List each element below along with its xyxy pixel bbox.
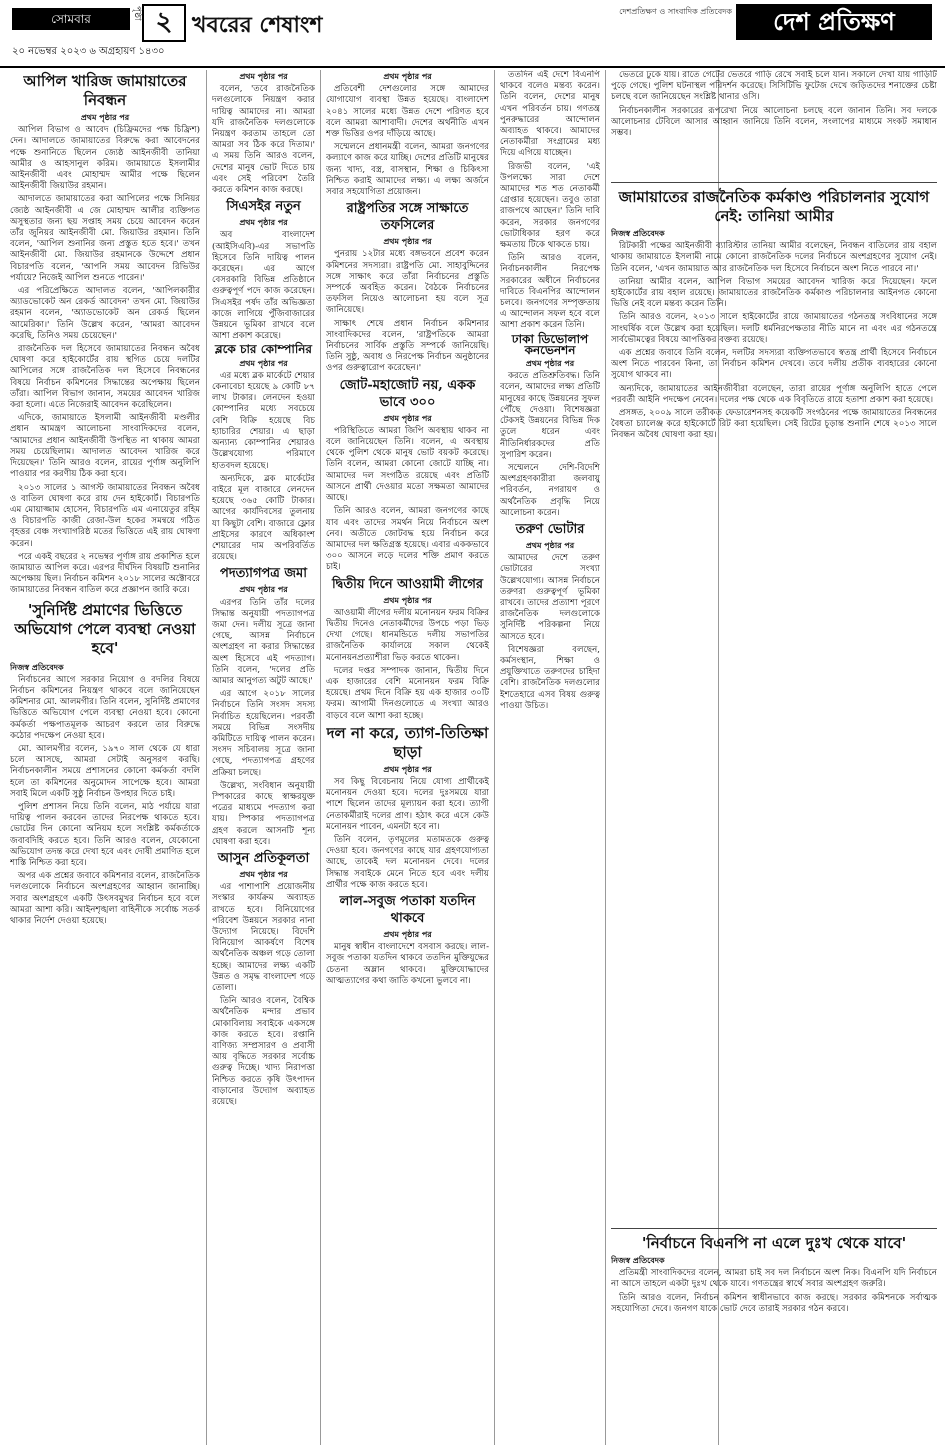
divider [611,182,937,183]
paragraph: এর পরিপ্রেক্ষিতে আদালত বলেন, 'আপিলকারীর অ্যাডভোকেট অন রেকর্ড আবেদন' তখন মো. জিয়াউর রহমান বলেন, 'অ্যাডভোকেট অন রেকর্ড ছিলেন আমেরিকা।' তিনি উল্লেখ করেন, 'আমরা আবেদন করেছি, তিনিও সময় চেয়েছেন।' [10,286,200,341]
page-label: পৃষ্ঠা [132,6,142,21]
paragraph: এর আগে ২০১৮ সালের নির্বাচনে তিনি সংসদ সদস্য নির্বাচিত হয়েছিলেন। পরবর্তী সময়ে বিভিন্ন সংসদীয় কমিটিতে দায়িত্ব পালন করেন। সংসদ সচিবালয় সূত্রে জানা গেছে, পদত্যাগপত্র গ্রহণের প্রক্রিয়া চলছে। [212,689,315,778]
paragraph: নির্বাচনকালীন সরকারের রূপরেখা নিয়ে আলোচনা চলছে বলে জানান তিনি। সব দলকে আলোচনার টেবিলে আসার আহ্বান জানিয়ে তিনি বলেন, সংলাপের মাধ্যমে সংকট সমাধান সম্ভব। [611,105,937,139]
headline: 'নির্বাচনে বিএনপি না এলে দুঃখ থেকে যাবে' [641,1234,907,1252]
column-two [212,70,315,1445]
byline: প্রথম পৃষ্ঠার পর [525,358,575,369]
paragraph: নির্বাচনের আগে সরকার নিয়োগ ও বদলির বিষয়ে নির্বাচন কমিশনের নিয়ন্ত্রণ থাকবে বলে জানিয়েছেন কমিশনার মো. আলমগীর। তিনি বলেন, সুনির্দিষ্ট প্রমাণের ভিত্তিতে অভিযোগ পেলে ব্যবস্থা নেওয়া হবে। কোনো কর্মকর্তা পক্ষপাতমূলক আচরণ করলে তার বিরুদ্ধে কঠোর পদক্ষেপ নেওয়া হবে। [10,674,200,741]
paragraph: মো. আলমগীর বলেন, ১৯৭০ সাল থেকে যে ধারা চলে আসছে, আমরা সেটাই অনুসরণ করছি। নির্বাচনকালীন সময়ে প্রশাসনের কোনো কর্মকর্তা বদলি হলে তা কমিশনের অনুমোদন সাপেক্ষে হবে। আমরা সবাই মিলে একটি সুষ্ঠু নির্বাচন উপহার দিতে চাই। [10,743,200,799]
paragraph: প্রতিমন্ত্রী সাংবাদিকদের বলেন, আমরা চাই সব দল নির্বাচনে অংশ নিক। বিএনপি যদি নির্বাচনে না আসে তাহলে একটা দুঃখ থেকে যাবে। গণতন্ত্রের স্বার্থে সবার অংশগ্রহণ জরুরি। [611,1268,937,1290]
paragraph: আওয়ামী লীগের দলীয় মনোনয়ন ফরম বিক্রির দ্বিতীয় দিনেও নেতাকর্মীদের উপচে পড়া ভিড় দেখা গেছে। ধানমন্ডিতে দলীয় সভাপতির রাজনৈতিক কার্যালয়ে সকাল থেকেই মনোনয়নপ্রত্যাশীরা ভিড় করতে থাকেন। [326,607,489,663]
paragraph: তিনি বলেন, তৃণমূলের মতামতকে গুরুত্ব দেওয়া হবে। জনগণের কাছে যার গ্রহণযোগ্যতা আছে, তাকেই দল মনোনয়ন দেবে। দলের সিদ্ধান্ত সবাইকে মেনে নিতে হবে এবং দলীয় প্রার্থীর পক্ষে কাজ করতে হবে। [326,834,489,890]
paragraph: আমাদের দেশে তরুণ ভোটারের সংখ্যা উল্লেখযোগ্য। আসন্ন নির্বাচনে তরুণরা গুরুত্বপূর্ণ ভূমিকা রাখবে। তাদের প্রত্যাশা পূরণে রাজনৈতিক দলগুলোকে সুনির্দিষ্ট পরিকল্পনা নিয়ে আসতে হবে। [500,553,600,642]
paragraph: এদিকে, জামায়াতে ইসলামী আইনজীবী মণ্ডলীর প্রধান আমন্ত্রণ আলোচনা সাংবাদিকদের বলেন, 'আমাদের প্রধান আইনজীবী উপস্থিত না থাকায় আমরা সময় চেয়েছিলাম। আদালত আবেদন খারিজ করে দিয়েছেন।' তিনি আরও বলেন, রায়ের পূর্ণাঙ্গ অনুলিপি পাওয়ার পর করণীয় ঠিক করা হবে। [10,413,200,480]
page-number: ২ [142,4,186,42]
byline: নিজস্ব প্রতিবেদক [611,228,665,238]
paragraph: তিনি আরও বলেন, আমরা জনগণের কাছে যাব এবং তাদের সমর্থন নিয়ে নির্বাচনে অংশ নেব। অতীতে জোটবদ্ধ হয়ে নির্বাচন করে আমাদের দল ক্ষতিগ্রস্ত হয়েছে। এবার এককভাবে ৩০০ আসনে লড়ে দলের শক্তি প্রমাণ করতে চাই। [326,506,489,573]
headline: আসুন প্রতিকূলতা [217,851,310,866]
paragraph: দলের দপ্তর সম্পাদক জানান, দ্বিতীয় দিনে এক হাজারের বেশি মনোনয়ন ফরম বিক্রি হয়েছে। প্রথম দিনে বিক্রি হয় এক হাজার ৩০টি ফরম। আগামী দিনগুলোতে এ সংখ্যা আরও বাড়বে বলে আশা করা হচ্ছে। [326,665,489,721]
paragraph: অপর এক প্রশ্নের জবাবে কমিশনার বলেন, রাজনৈতিক দলগুলোকে নির্বাচনে অংশগ্রহণের আহ্বান জানাচ্ছি। সবার অংশগ্রহণে একটি উৎসবমুখর নির্বাচন হবে বলে আমরা আশা করি। আইনশৃঙ্খলা বাহিনীকে সর্বোচ্চ সতর্ক থাকার নির্দেশ দেওয়া হয়েছে। [10,871,200,926]
byline: প্রথম পৃষ্ঠার পর [239,357,288,368]
byline: প্রথম পৃষ্ঠার পর [383,71,432,81]
paragraph: আপিল বিভাগ ও আবেদ (চিফ্রিমদের পক্ষ চিফ্রিশ) দেন। আদালতে জামায়াতের বিরুদ্ধে করা আবেদনের পক্ষে শুনানিতে ছিলেন জ্যেষ্ঠ আইনজীবী তানিয়া আমীর ও আহসানুল করিম। জামায়াতে ইসলামীর আইনজীবী এবং মোহাম্মদ আমীর পক্ষে ছিলেন আইনজীবী জিয়াউর রহমান। [10,125,200,192]
byline: প্রথম পৃষ্ঠার পর [383,236,432,247]
paragraph: তানিয়া আমীর বলেন, আপিল বিভাগ সময়ের আবেদন খারিজ করে দিয়েছেন। ফলে হাইকোর্টের রায় বহাল রয়েছে। জামায়াতের রাজনৈতিক কর্মকাণ্ড পরিচালনার আইনগত কোনো ভিত্তি নেই বলে মন্তব্য করেন তিনি। [611,276,937,310]
byline: প্রথম পৃষ্ঠার পর [239,869,288,879]
paragraph: ততদিন এই দেশে বিএনপি থাকবে বলেও মন্তব্য করেন। তিনি বলেন, দেশের মানুষ এখন পরিবর্তন চায়। গণতন্ত্র পুনরুদ্ধারের আন্দোলন অব্যাহত থাকবে। আমাদের নেতাকর্মীরা সংগ্রামের মধ্য দিয়ে এগিয়ে যাচ্ছেন। [500,70,600,159]
headline: দ্বিতীয় দিনে আওয়ামী লীগের [331,576,484,592]
headline: রাষ্ট্রপতির সঙ্গে সাক্ষাতে তফসিলের [346,201,469,234]
paragraph: তিনি আরও বলেন, নির্বাচনকালীন নিরপেক্ষ সরকারের অধীনে নির্বাচনের দাবিতে বিএনপির আন্দোলন চলবে। জনগণের সম্পৃক্ততায় এ আন্দোলন সফল হবে বলে আশা প্রকাশ করেন তিনি। [500,253,600,331]
article-tania-amir [611,186,937,1226]
headline: দল না করে, ত্যাগ-তিতিক্ষা ছাড়া [326,723,489,761]
headline: লাল-সবুজ পতাকা যতদিন থাকবে [339,893,476,926]
byline: প্রথম পৃষ্ঠার পর [525,539,575,550]
headline: জামায়াতের রাজনৈতিক কর্মকাণ্ড পরিচালনার সুযোগ নেই: তানিয়া আমীর [618,188,930,225]
paragraph: সব কিছু বিবেচনায় নিয়ে যোগ্য প্রার্থীকেই মনোনয়ন দেওয়া হবে। দলের দুঃসময়ে যারা পাশে ছিলেন তাদের মূল্যায়ন করা হবে। ত্যাগী নেতাকর্মীরাই দলের প্রাণ। হঠাৎ করে এসে কেউ মনোনয়ন পাবেন, এমনটা হবে না। [326,776,489,832]
paragraph: সম্মেলনে দেশি-বিদেশি অংশগ্রহণকারীরা জলবায়ু পরিবর্তন, নগরায়ণ ও অর্থনৈতিক প্রবৃদ্ধি নিয়ে আলোচনা করেন। [500,462,600,518]
paragraph: সাক্ষাৎ শেষে প্রধান নির্বাচন কমিশনার সাংবাদিকদের বলেন, 'রাষ্ট্রপতিকে আমরা নির্বাচনের সার্বিক প্রস্তুতি সম্পর্কে জানিয়েছি। তিনি সুষ্ঠু, অবাধ ও নিরপেক্ষ নির্বাচন অনুষ্ঠানের ওপর গুরুত্বারোপ করেছেন।' [326,318,489,374]
column-four [500,70,600,1445]
headline: ঢাকা ডিভোলাপ কনভেনশন [511,331,589,357]
paragraph: করতে প্রতিশ্রুতিবদ্ধ। তিনি বলেন, আমাদের লক্ষ্য প্রতিটি মানুষের কাছে উন্নয়নের সুফল পৌঁছে দেওয়া। বিশেষজ্ঞরা টেকসই উন্নয়নের বিভিন্ন দিক তুলে ধরেন এবং নীতিনির্ধারকদের প্রতি সুপারিশ করেন। [500,371,600,460]
paragraph: তিনি আরও বলেন, ২০১৩ সালে হাইকোর্টের রায়ে জামায়াতের গঠনতন্ত্র সংবিধানের সঙ্গে সাংঘর্ষিক বলে উল্লেখ করা হয়েছিল। দলটি ধর্মনিরপেক্ষতার নীতি মানে না এবং এর গঠনতন্ত্রে সার্বভৌমত্বের বিষয়ে আপত্তিকর বক্তব্য রয়েছে। [611,312,937,345]
byline: প্রথম পৃষ্ঠার পর [239,217,288,228]
column-three [326,70,489,1445]
brand-subtitle: দেশপ্রতিক্ষণ ও সাংবাদিক প্রতিবেদক [619,7,732,16]
headline: ব্লকে চার কোম্পানির [214,342,313,357]
dateline: ২০ নভেম্বর ২০২৩ ৬ অগ্রহায়ণ ১৪৩০ [12,46,165,57]
headline: তরুণ ভোটার [515,521,585,537]
paragraph: অন্যদিকে, জামায়াতের আইনজীবীরা বলেছেন, তারা রায়ের পূর্ণাঙ্গ অনুলিপি হাতে পেলে পরবর্তী আইনি পদক্ষেপ নেবেন। দলের পক্ষ থেকে এক বিবৃতিতে রায়ে হতাশা প্রকাশ করা হয়েছে। [611,383,937,405]
paragraph: মানুষ স্বাধীন বাংলাদেশে বসবাস করছে। লাল-সবুজ পতাকা যতদিন থাকবে ততদিন মুক্তিযুদ্ধের চেতনা অম্লান থাকবে। মুক্তিযোদ্ধাদের আত্মত্যাগের কথা জাতি কখনো ভুলবে না। [326,942,489,986]
masthead [0,0,945,68]
weekday-label: সোমবার [12,8,130,30]
pull-quote-headline: 'সুনির্দিষ্ট প্রমাণের ভিত্তিতে অভিযোগ পেলে ব্যবস্থা নেওয়া হবে' [14,600,196,657]
paragraph: অব বাংলাদেশ (আইসিএবি)-এর সভাপতি হিসেবে তিনি দায়িত্ব পালন করেছেন। এর আগে বেসরকারি বিভিন্ন প্রতিষ্ঠানে গুরুত্বপূর্ণ পদে কাজ করেছেন। সিএসইর পর্ষদ তাঁর অভিজ্ঞতা কাজে লাগিয়ে পুঁজিবাজারের উন্নয়নে ভূমিকা রাখবে বলে আশা প্রকাশ করেছে। [212,230,315,342]
headline: আপিল খারিজ জামায়াতের নিবন্ধন [23,72,187,109]
byline: প্রথম পৃষ্ঠার পর [239,71,288,81]
paragraph: পরে একই বছরের ২ নভেম্বর পূর্ণাঙ্গ রায় প্রকাশিত হলে জামায়াত আপিল করে। এরপর দীর্ঘদিন বিষয়টি শুনানির অপেক্ষায় ছিল। নির্বাচন কমিশন ২০১৮ সালের অক্টোবরে জামায়াতের নিবন্ধন বাতিল করে প্রজ্ঞাপন জারি করে। [10,551,200,596]
section-title: খবরের শেষাংশ [192,12,323,38]
byline: প্রথম পৃষ্ঠার পর [383,412,432,423]
paragraph: উল্লেখ্য, সংবিধান অনুযায়ী স্পিকারের কাছে স্বাক্ষরযুক্ত পত্রের মাধ্যমে পদত্যাগ করা যায়। স্পিকার পদত্যাগপত্র গ্রহণ করলে আসনটি শূন্য ঘোষণা করা হবে। [212,780,315,847]
paragraph: রিটকারী পক্ষের আইনজীবী ব্যারিস্টার তানিয়া আমীর বলেছেন, নিবন্ধন বাতিলের রায় বহাল থাকায় জামায়াতে ইসলামী নামে কোনো রাজনৈতিক দলের নির্বাচনে অংশগ্রহণের সুযোগ নেই। তিনি বলেন, 'এখন জামায়াত আর রাজনৈতিক দল হিসেবে নির্বাচনে অংশ নিতে পারবে না।' [611,241,937,274]
paragraph: ২০১৩ সালের ১ আগস্ট জামায়াতের নিবন্ধন অবৈধ ও বাতিল ঘোষণা করে রায় দেন হাইকোর্ট। বিচারপতি এম মোয়াজ্জাম হোসেন, বিচারপতি এম এনায়েতুর রহিম ও বিচারপতি কাজী রেজা-উল হকের সমন্বয়ে গঠিত বৃহত্তর বেঞ্চ সংখ্যাগরিষ্ঠ মতের ভিত্তিতে এই রায় ঘোষণা করেন। [10,482,200,549]
paragraph: এর মধ্যে ব্লক মার্কেটে শেয়ার কেনাবেচা হয়েছে ৯ কোটি ৮৭ লাখ টাকার। লেনদেন হওয়া কোম্পানির মধ্যে সবচেয়ে বেশি বিক্রি হয়েছে বিচ হ্যাচারির শেয়ার। এ ছাড়া অন্যান্য কোম্পানির শেয়ারও উল্লেখযোগ্য পরিমাণে হাতবদল হয়েছে। [212,370,315,471]
paragraph: এরপর তিনি তাঁর দলের সিদ্ধান্ত অনুযায়ী পদত্যাগপত্র জমা দেন। দলীয় সূত্রে জানা গেছে, আসন্ন নির্বাচনে অংশগ্রহণ না করার সিদ্ধান্তের অংশ হিসেবে এই পদত্যাগ। তিনি বলেন, 'দলের প্রতি আমার আনুগত্য অটুট আছে।' [212,597,315,686]
headline: সিএসইর নতুন [226,199,301,215]
headline: জোট-মহাজোট নয়, একক ভাবে ৩০০ [339,377,476,410]
column-rule [494,70,495,1445]
paragraph: আদালতে জামায়াতের করা আপিলের পক্ষে সিনিয়র জ্যেষ্ঠ আইনজীবী এ জে মোহাম্মদ আলীর ব্যক্তিগত অসুস্থতার জন্য ছয় সপ্তাহ সময় চেয়ে আবেদন করেন তাঁর জুনিয়র আইনজীবী মো. জিয়াউর রহমান। তিনি বলেন, 'আপিল শুনানির জন্য প্রস্তুত হতে হবে।' তখন আইনজীবী মো. জিয়াউর রহমানকে উদ্দেশে প্রধান বিচারপতি বলেন, 'আপনি সময় আবেদন রিভিউর পর্যায়ে? নিজেই আপিল শুনতে পারেন।' [10,194,200,283]
paragraph: প্রসঙ্গত, ২০০৯ সালে তরীকত ফেডারেশনসহ কয়েকটি সংগঠনের পক্ষে জামায়াতের নিবন্ধনের বৈধতা চ্যালেঞ্জ করে হাইকোর্টে রিট করা হয়েছিল। সেই রিটের চূড়ান্ত শুনানি শেষে ২০১৩ সালে নিবন্ধন অবৈধ ঘোষণা করা হয়। [611,408,937,441]
paragraph: প্রতিবেশী দেশগুলোর সঙ্গে আমাদের যোগাযোগ ব্যবস্থা উন্নত হয়েছে। বাংলাদেশ ২০৪১ সালের মধ্যে উন্নত দেশে পরিণত হবে বলে আমরা আশাবাদী। দেশের অর্থনীতি এখন শক্ত ভিত্তির ওপর দাঁড়িয়ে আছে। [326,84,489,140]
paragraph: পুনরায় ১২টার মধ্যে বঙ্গভবনে প্রবেশ করেন কমিশনের সদস্যরা। রাষ্ট্রপতি মো. সাহাবুদ্দিনের সঙ্গে সাক্ষাৎ করে তাঁরা নির্বাচনের প্রস্তুতি সম্পর্কে অবহিত করেন। বৈঠকে নির্বাচনের তফসিল নিয়েও আলোচনা হয় বলে সূত্র জানিয়েছে। [326,249,489,316]
headline: পদত্যাগপত্র জমা [220,566,307,582]
paragraph: বিশেষজ্ঞরা বলছেন, কর্মসংস্থান, শিক্ষা ও প্রযুক্তিখাতে তরুণদের চাহিদা বেশি। রাজনৈতিক দলগুলোর ইশতেহারে এসব বিষয় গুরুত্ব পাওয়া উচিত। [500,644,600,711]
column-rule [320,70,321,1445]
byline: প্রথম পৃষ্ঠার পর [383,928,432,939]
divider [611,1228,937,1229]
byline: নিজস্ব প্রতিবেদক [611,1255,665,1265]
paragraph: তিনি আরও বলেন, নির্বাচন কমিশন স্বাধীনভাবে কাজ করছে। সরকার কমিশনকে সর্বাত্মক সহযোগিতা দেবে। জনগণ যাকে ভোট দেবে তারাই সরকার গঠন করবে। [611,1292,937,1314]
paragraph: এক প্রশ্নের জবাবে তিনি বলেন, দলটির সদস্যরা ব্যক্তিগতভাবে স্বতন্ত্র প্রার্থী হিসেবে নির্বাচনে অংশ নিতে পারবেন কিনা, তা নির্বাচন কমিশন দেখবে। তবে দলীয় প্রতীক ব্যবহারের কোনো সুযোগ থাকবে না। [611,348,937,381]
paragraph: অন্যদিকে, ব্লক মার্কেটের বাইরে মূল বাজারে লেনদেন হয়েছে ৩৬৫ কোটি টাকার। আগের কার্যদিবসের তুলনায় যা কিছুটা বেশি। বাজারে ফ্লোর প্রাইসের কারণে অধিকাংশ শেয়ারের দাম অপরিবর্তিত রয়েছে। [212,473,315,563]
paragraph: বলেন, 'তবে রাজনৈতিক দলগুলোকে নিয়ন্ত্রণ করার দায়িত্ব আমাদের না। আমরা যদি রাজনৈতিক দলগুলোকে নিয়ন্ত্রণ করতাম তাহলে তো আমরা সব ঠিক করে দিতাম।' এ সময় তিনি আরও বলেন, দেশের মানুষ ভোট দিতে চায় এবং সেই পরিবেশ তৈরি করতে কমিশন কাজ করছে। [212,84,315,196]
column-rule [605,70,606,1445]
paragraph: তিনি আরও বলেন, বৈশ্বিক অর্থনৈতিক মন্দার প্রভাব মোকাবিলায় সবাইকে একসঙ্গে কাজ করতে হবে। রপ্তানি বাণিজ্য সম্প্রসারণ ও প্রবাসী আয় বৃদ্ধিতে সরকার সর্বোচ্চ গুরুত্ব দিচ্ছে। খাদ্য নিরাপত্তা নিশ্চিত করতে কৃষি উৎপাদন বাড়ানোর উদ্যোগ অব্যাহত রয়েছে। [212,996,315,1108]
paragraph: এর পাশাপাশি প্রয়োজনীয় সংস্কার কার্যক্রম অব্যাহত রাখতে হবে। বিনিয়োগের পরিবেশ উন্নয়নে সরকার নানা উদ্যোগ নিয়েছে। বিদেশি বিনিয়োগ আকর্ষণে বিশেষ অর্থনৈতিক অঞ্চল গড়ে তোলা হচ্ছে। আমাদের লক্ষ্য একটি উন্নত ও সমৃদ্ধ বাংলাদেশ গড়ে তোলা। [212,882,315,994]
byline: প্রথম পৃষ্ঠার পর [383,594,432,605]
column-rule [206,70,207,1445]
byline: প্রথম পৃষ্ঠার পর [239,584,288,595]
paragraph: পরিস্থিতিতে আমরা জিপি অবস্থায় থাকব না বলে জানিয়েছেন তিনি। বলেন, এ অবস্থায় থেকে পুলিশ থেকে মানুষ ভোট বয়কট করেছে। তিনি বলেন, আমরা কোনো জোটে যাচ্ছি না। আমাদের দল সংগঠিত রয়েছে এবং প্রতিটি আসনে প্রার্থী দেওয়ার মতো সক্ষমতা আমাদের আছে। [326,425,489,504]
newspaper-logo: দেশ প্রতিক্ষণ [736,4,932,40]
byline: প্রথম পৃষ্ঠার পর [383,763,432,774]
paragraph: রাজনৈতিক দল হিসেবে জামায়াতের নিবন্ধন অবৈধ ঘোষণা করে হাইকোর্টের রায় স্থগিত চেয়ে দলটির আপিলের সঙ্গে রাজনৈতিক দল হিসেবে নিবন্ধনের বিষয়ে নির্বাচন কমিশনের সিদ্ধান্তের অপেক্ষায় ছিলেন তাঁরা। আপিল বিভাগ জানান, সময়ের আবেদন খারিজ করা হলো। এতে নিজেরাই আবেদন করেছিলেন। [10,344,200,411]
byline: প্রথম পৃষ্ঠার পর [80,112,130,122]
paragraph: রিজভী বলেন, 'এই উপলক্ষ্যে সারা দেশে আমাদের শত শত নেতাকর্মী গ্রেপ্তার হয়েছেন। তবুও তারা রাজপথে আছেন।' তিনি দাবি করেন, সরকার জনগণের ভোটাধিকার হরণ করে ক্ষমতায় টিকে থাকতে চায়। [500,161,600,251]
paragraph: পুলিশ প্রশাসন নিয়ে তিনি বলেন, মাঠ পর্যায়ে যারা দায়িত্ব পালন করবেন তাদের নিরপেক্ষ থাকতে হবে। ভোটের দিন কোনো অনিয়ম হলে সংশ্লিষ্ট কর্মকর্তাকে জবাবদিহি করতে হবে। তিনি আরও বলেন, যেকোনো অভিযোগ তদন্ত করে দেখা হবে এবং দোষী প্রমাণিত হলে শাস্তি নিশ্চিত করা হবে। [10,801,200,868]
right-top-continuation [611,70,937,180]
article-bnp-election [611,1232,937,1444]
masthead-bar [12,4,932,38]
article-jamaat-appeal [10,70,200,1445]
paragraph: সম্মেলনে প্রধানমন্ত্রী বলেন, আমরা জনগণের কল্যাণে কাজ করে যাচ্ছি। দেশের প্রতিটি মানুষের জন্য খাদ্য, বস্ত্র, বাসস্থান, শিক্ষা ও চিকিৎসা নিশ্চিত করাই আমাদের লক্ষ্য। এ লক্ষ্য অর্জনে সবার সহযোগিতা প্রয়োজন। [326,142,489,198]
byline: নিজস্ব প্রতিবেদক [10,661,64,672]
paragraph: ভেতরে ঢুকে যায়। রাতে গেটের ভেতরে গাড়ি রেখে সবাই চলে যান। সকালে দেখা যায় গাড়িটি পুড়ে গেছে। পুলিশ ঘটনাস্থল পরিদর্শন করেছে। সিসিটিভি ফুটেজ দেখে জড়িতদের শনাক্তের চেষ্টা চলছে বলে জানিয়েছেন সংশ্লিষ্ট থানার ওসি। [611,70,937,103]
